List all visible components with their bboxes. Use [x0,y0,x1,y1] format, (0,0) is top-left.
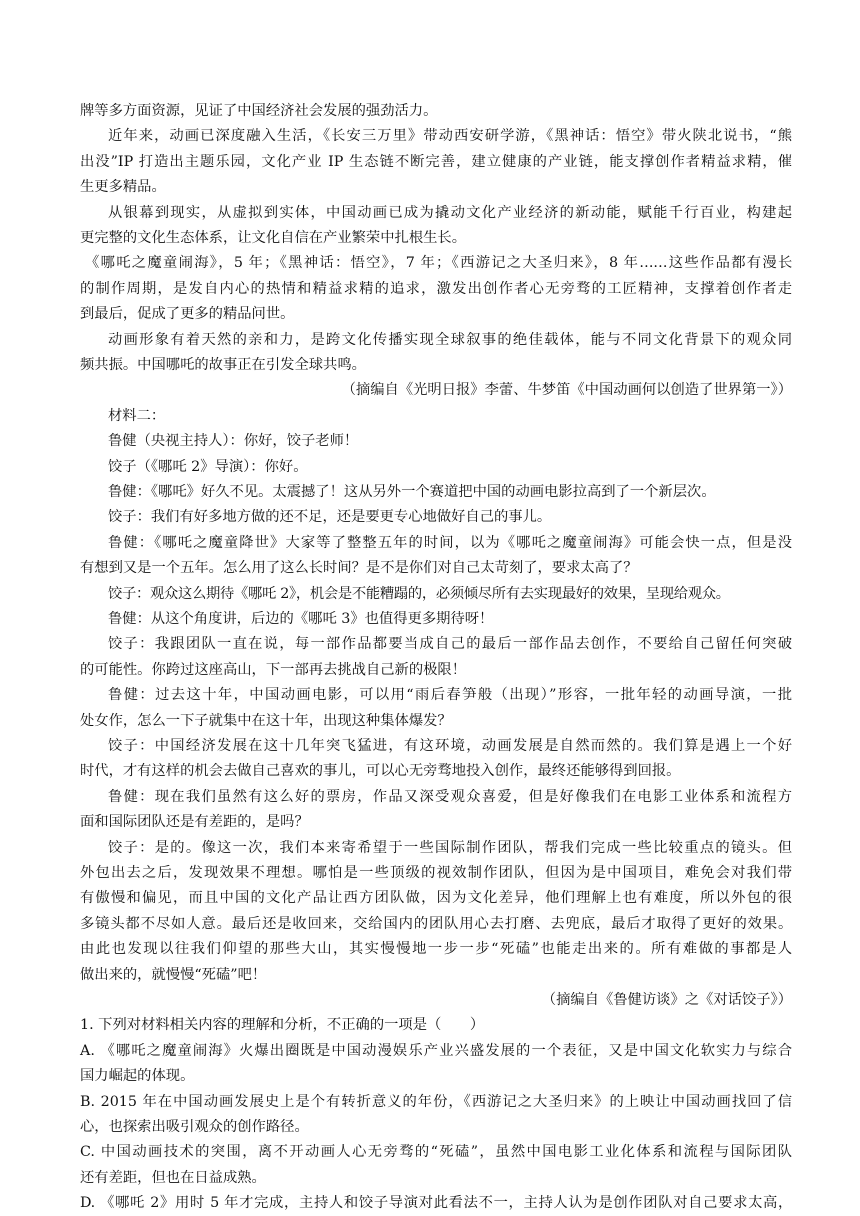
dialogue-line: 做出来的，就慢慢“死磕”吧！ [80,966,267,983]
dialogue-line: 鲁健：现在我们虽然有这么好的票房，作品又深受观众喜爱，但是好像我们在电影工业体系和流程方 [108,788,792,805]
option-b: B. 2015 年在中国动画发展史上是个有转折意义的年份，《西游记之大圣归来》的上映让中国动画找回了信 [80,1093,792,1110]
dialogue-line: 鲁健：过去这十年，中国动画电影，可以用“雨后春笋般（出现）”形容，一批年轻的动画导演，一批 [108,687,792,704]
option-a: A. 《哪吒之魔童闹海》火爆出圈既是中国动漫娱乐产业兴盛发展的一个表征，又是中国文化软实力与综合 [80,1042,792,1059]
section-heading: 材料二： [108,407,166,424]
dialogue-line: 由此也发现以往我们仰望的那些大山，其实慢慢地一步一步“死磕”也能走出来的。所有难做的事都是人 [80,941,792,958]
paragraph-line: 动画形象有着天然的亲和力，是跨文化传播实现全球叙事的绝佳载体，能与不同文化背景下的观众同 [108,331,792,348]
paragraph-line: 《哪吒之魔童闹海》，5 年；《黑神话：悟空》，7 年；《西游记之大圣归来》，8 年……这些作品都有漫长 [85,255,792,272]
paragraph-line: 出没”IP 打造出主题乐园，文化产业 IP 生态链不断完善，建立健康的产业链，能支撑创作者精益求精，催 [80,153,792,170]
option-c: 还有差距，但也在日益成熟。 [80,1169,266,1186]
dialogue-line: 鲁健：《哪吒》好久不见。太震撼了！这从另外一个赛道把中国的动画电影拉高到了一个新层次。 [108,484,716,500]
paragraph-line: 近年来，动画已深度融入生活，《长安三万里》带动西安研学游，《黑神话：悟空》带火陕北说书，“熊 [108,128,792,145]
option-d: D. 《哪吒 2》用时 5 年才完成，主持人和饺子导演对此看法不一，主持人认为是创作团队对自己要求太高， [80,1195,792,1212]
dialogue-line: 面和国际团队还是有差距的，是吗？ [80,814,309,831]
source-citation: （摘编自《鲁健访谈》之《对话饺子》） [541,992,792,1008]
paragraph-line: 的制作周期，是发自内心的热情和精益求精的追求，激发出创作者心无旁骛的工匠精神，支撑着创作者走 [80,280,792,297]
dialogue-line: 处女作，怎么一下子就集中在这十年，出现这种集体爆发？ [80,712,452,729]
dialogue-line: 有想到又是一个五年。怎么用了这么长时间？是不是你们对自己太苛刻了，要求太高了？ [80,560,638,577]
option-c: C. 中国动画技术的突围，离不开动画人心无旁骛的“死磕”，虽然中国电影工业化体系和流程与国际团队 [80,1144,792,1161]
dialogue-line: 鲁健：从这个角度讲，后边的《哪吒 3》也值得更多期待呀！ [108,611,494,627]
dialogue-line: 有傲慢和偏见，而且中国的文化产品让西方团队做，因为文化差异，他们理解上也有难度，所以外包的很 [80,890,792,907]
dialogue-line: 饺子：是的。像这一次，我们本来寄希望于一些国际制作团队，帮我们完成一些比较重点的镜头。但 [108,839,792,856]
paragraph-line: 频共振。中国哪吒的故事正在引发全球共鸣。 [80,357,366,373]
dialogue-line: 时代，才有这样的机会去做自己喜欢的事儿，可以心无旁骛地投入创作，最终还能够得到回报。 [80,763,681,780]
dialogue-line: 鲁健（央视主持人）：你好，饺子老师！ [108,433,359,450]
dialogue-line: 饺子：我们有好多地方做的还不足，还是要更专心地做好自己的事儿。 [108,509,552,526]
paragraph-line: 生更多精品。 [80,179,166,196]
source-citation: （摘编自《光明日报》李蕾、牛梦笛《中国动画何以创造了世界第一》） [341,382,792,399]
dialogue-line: 外包出去之后，发现效果不理想。哪怕是一些顶级的视效制作团队，但因为是中国项目，难免会对我们带 [80,865,792,881]
question-stem: 1. 下列对材料相关内容的理解和分析，不正确的一项是（ ） [80,1017,485,1034]
dialogue-line: 饺子：中国经济发展在这十几年突飞猛进，有这环境，动画发展是自然而然的。我们算是遇上一个好 [108,738,792,754]
dialogue-line: 饺子：观众这么期待《哪吒 2》，机会是不能糟蹋的，必须倾尽所有去实现最好的效果，呈现给观众。 [108,585,730,602]
dialogue-line: 的可能性。你跨过这座高山，下一部再去挑战自己新的极限！ [80,661,467,678]
dialogue-line: 饺子（《哪吒 2》导演）：你好。 [108,458,308,475]
paragraph-line: 到最后，促成了更多的精品问世。 [80,306,295,323]
option-b: 心，也探索出吸引观众的创作路径。 [80,1119,309,1135]
paragraph-line: 更完整的文化生态体系，让文化自信在产业繁荣中扎根生长。 [80,230,467,246]
dialogue-line: 多镜头都不尽如人意。最后还是收回来，交给国内的团队用心去打磨、去兜底，最后才取得了更好的效果。 [80,915,792,932]
dialogue-line: 鲁健：《哪吒之魔童降世》大家等了整整五年的时间，以为《哪吒之魔童闹海》可能会快一点，但是没 [108,534,792,551]
dialogue-line: 饺子：我跟团队一直在说，每一部作品都要当成自己的最后一部作品去创作，不要给自己留任何突破 [108,636,792,653]
option-a: 国力崛起的体现。 [80,1068,195,1085]
paragraph-line: 从银幕到现实，从虚拟到实体，中国动画已成为撬动文化产业经济的新动能，赋能千行百业，构建起 [108,204,792,221]
text-line: 牌等多方面资源，见证了中国经济社会发展的强劲活力。 [80,103,438,119]
